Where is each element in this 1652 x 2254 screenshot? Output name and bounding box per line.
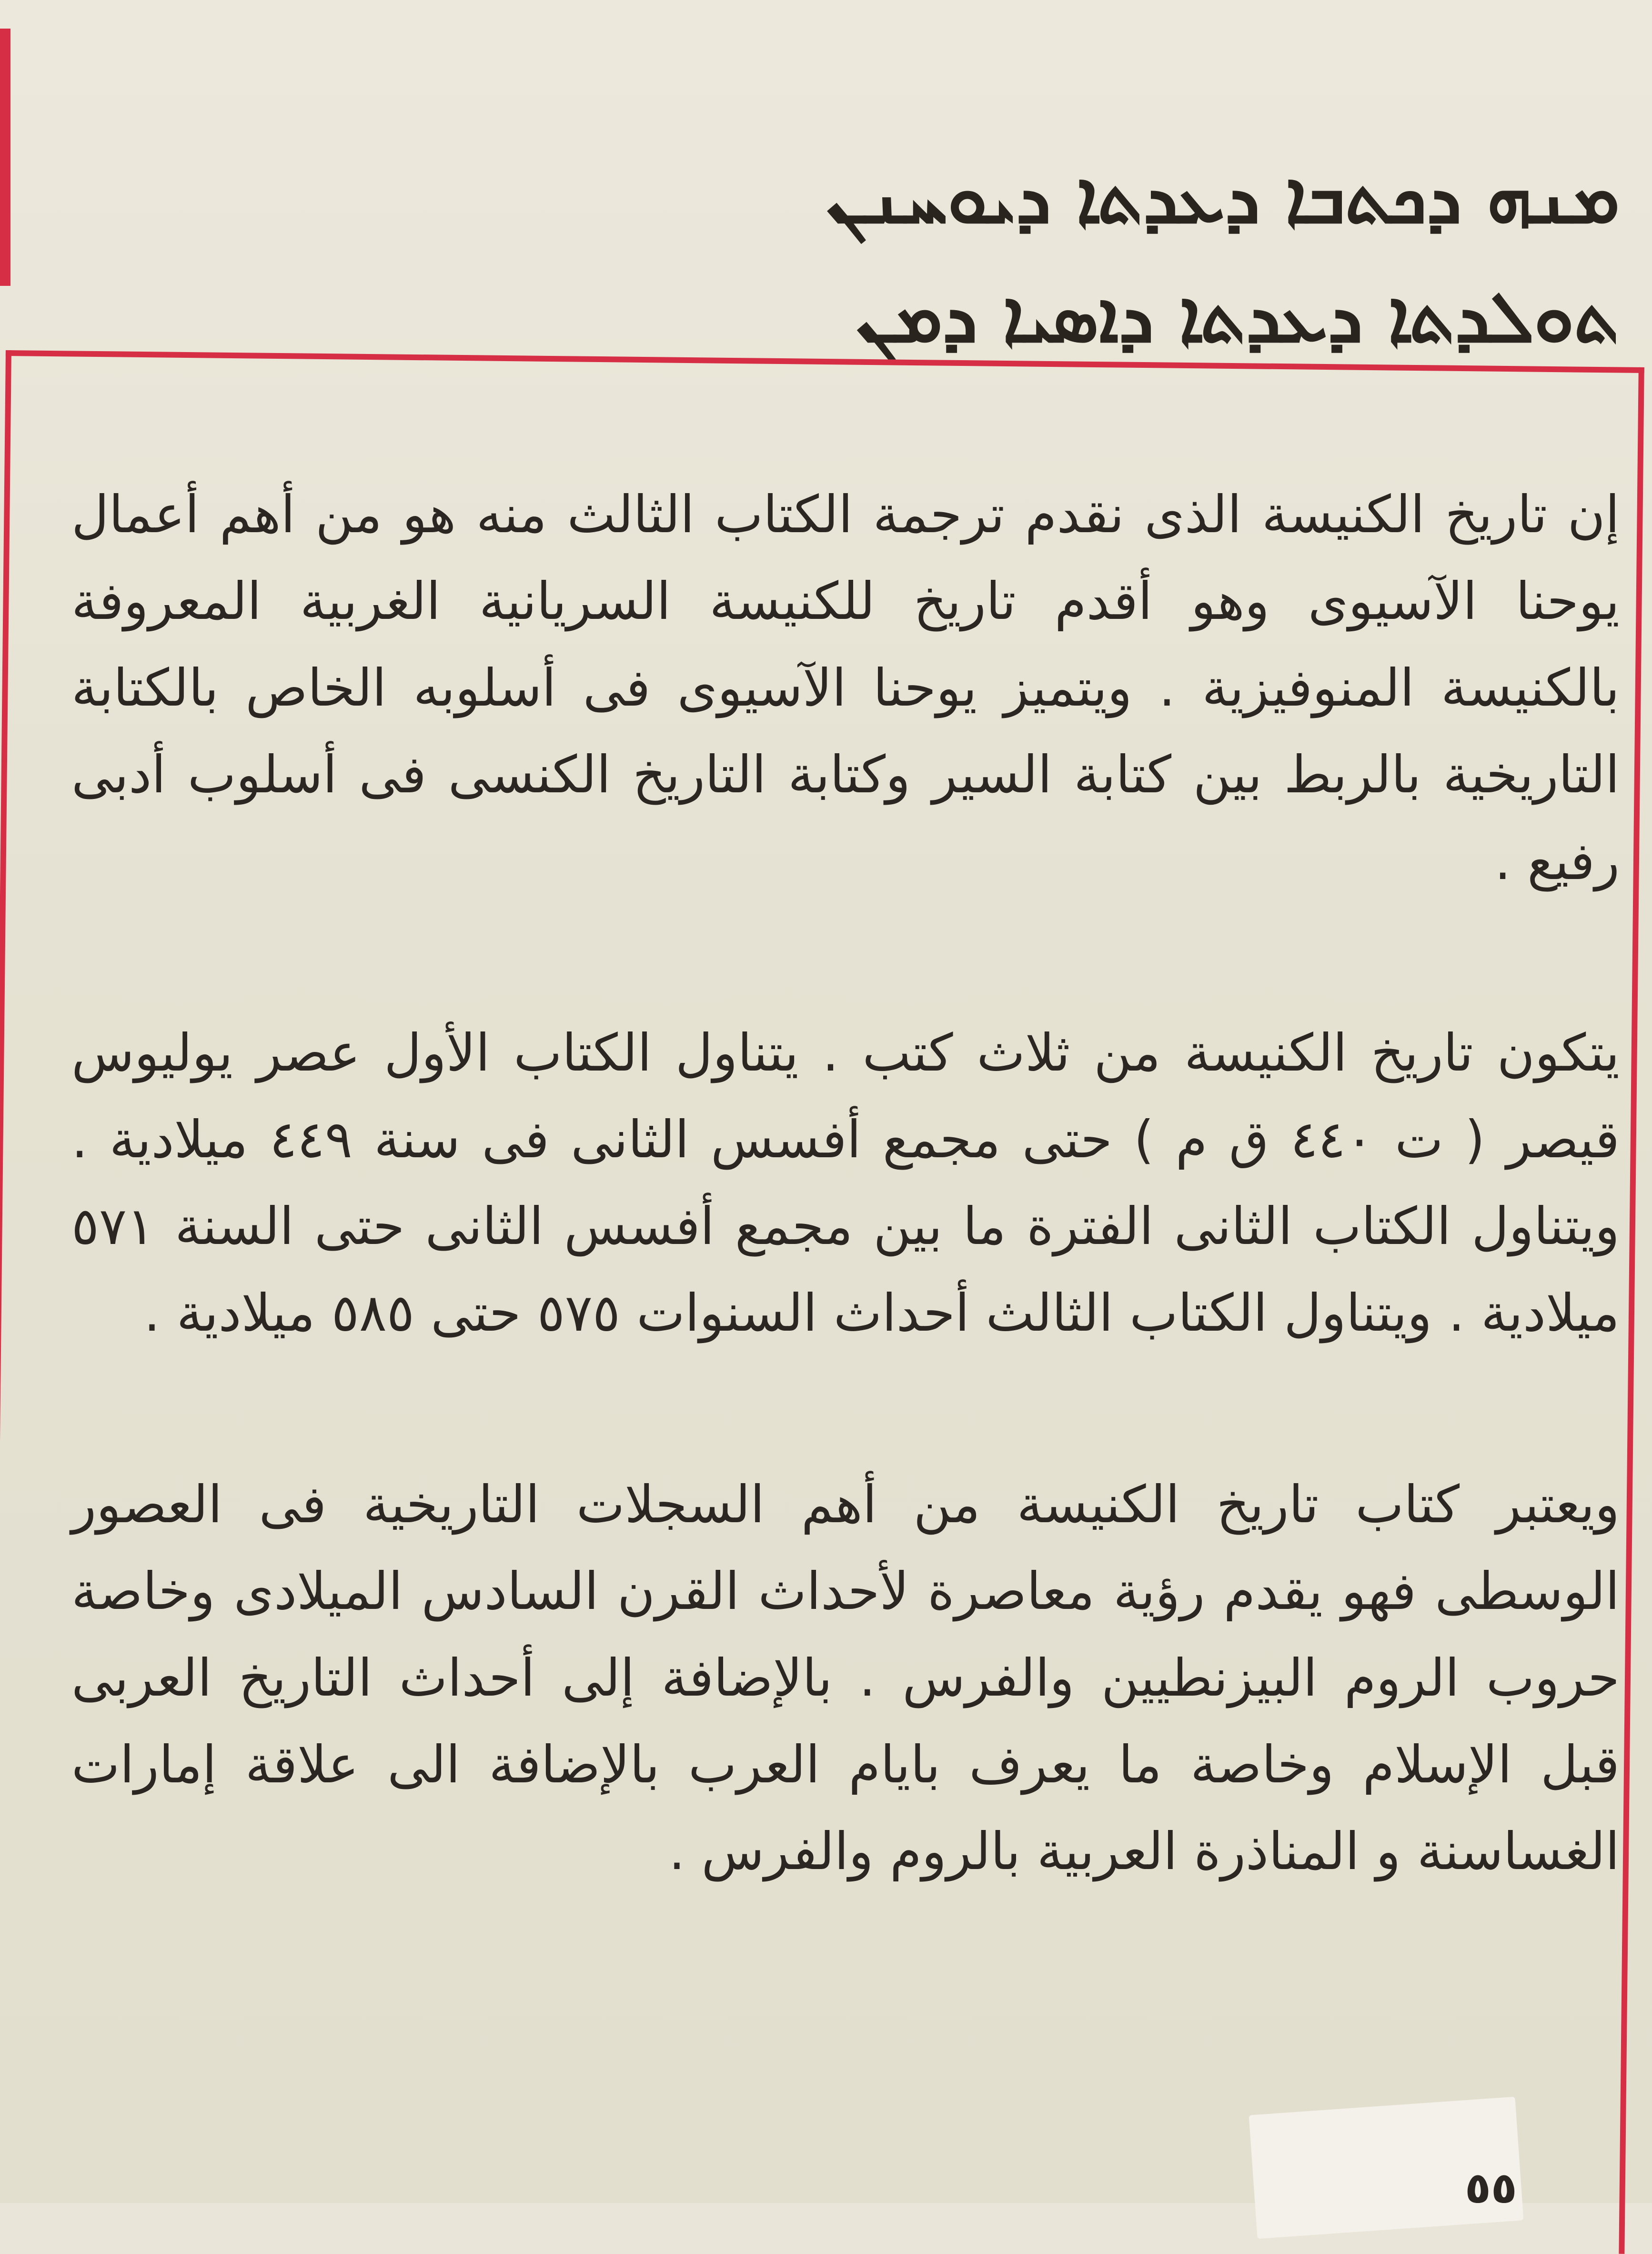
paragraph-1: إن تاريخ الكنيسة الذى نقدم ترجمة الكتاب الثالث منه هو من أهم أعمال يوحنا الآسيوى وهو أقدم تاريخ للكنيسة السريانية الغربية المعروفة بالكنيسة المنوفيزية . ويتميز يوحنا الآسيوى فى أسلوبه الخاص بالكتابة التاريخية بالربط بين كتابة السير وكتابة التاريخ الكنسى فى أسلوب أدبى رفيع . <box>71 485 1620 891</box>
syriac-title-line-1: ܡܢܗ ܕܟܬܒܐ ܕܥܕܬܐ ܕܝܘܚܢܢ <box>827 156 1620 240</box>
paragraph-2: يتكون تاريخ الكنيسة من ثلاث كتب . يتناول الكتاب الأول عصر يوليوس قيصر ( ت ٤٤٠ ق م ) حتى مجمع أفسس الثانى فى سنة ٤٤٩ ميلادية . ويتناول الكتاب الثانى الفترة ما بين مجمع أفسس الثانى حتى السنة ٥٧١ ميلادية . ويتناول الكتاب الثالث أحداث السنوات ٥٧٥ حتى ٥٨٥ ميلادية . <box>71 1023 1620 1343</box>
paragraph-3: ويعتبر كتاب تاريخ الكنيسة من أهم السجلات التاريخية فى العصور الوسطى فهو يقدم رؤية معاصرة لأحداث القرن السادس الميلادى وخاصة حروب الروم البيزنطيين والفرس . بالإضافة إلى أحداث التاريخ العربى قبل الإسلام وخاصة ما يعرف بايام العرب بالإضافة الى علاقة إمارات الغساسنة و المناذرة العربية بالروم والفرس . <box>71 1475 1620 1881</box>
red-edge-strip <box>0 29 10 286</box>
syriac-title <box>210 138 1620 376</box>
page-number: ٥٥ <box>1465 2163 1517 2213</box>
body-text <box>71 472 1620 2000</box>
syriac-title-line-2: ܬܘܠܕܬܐ ܕܥܕܬܐ ܕܐܣܝܐ ܕܡܢ <box>857 275 1620 359</box>
